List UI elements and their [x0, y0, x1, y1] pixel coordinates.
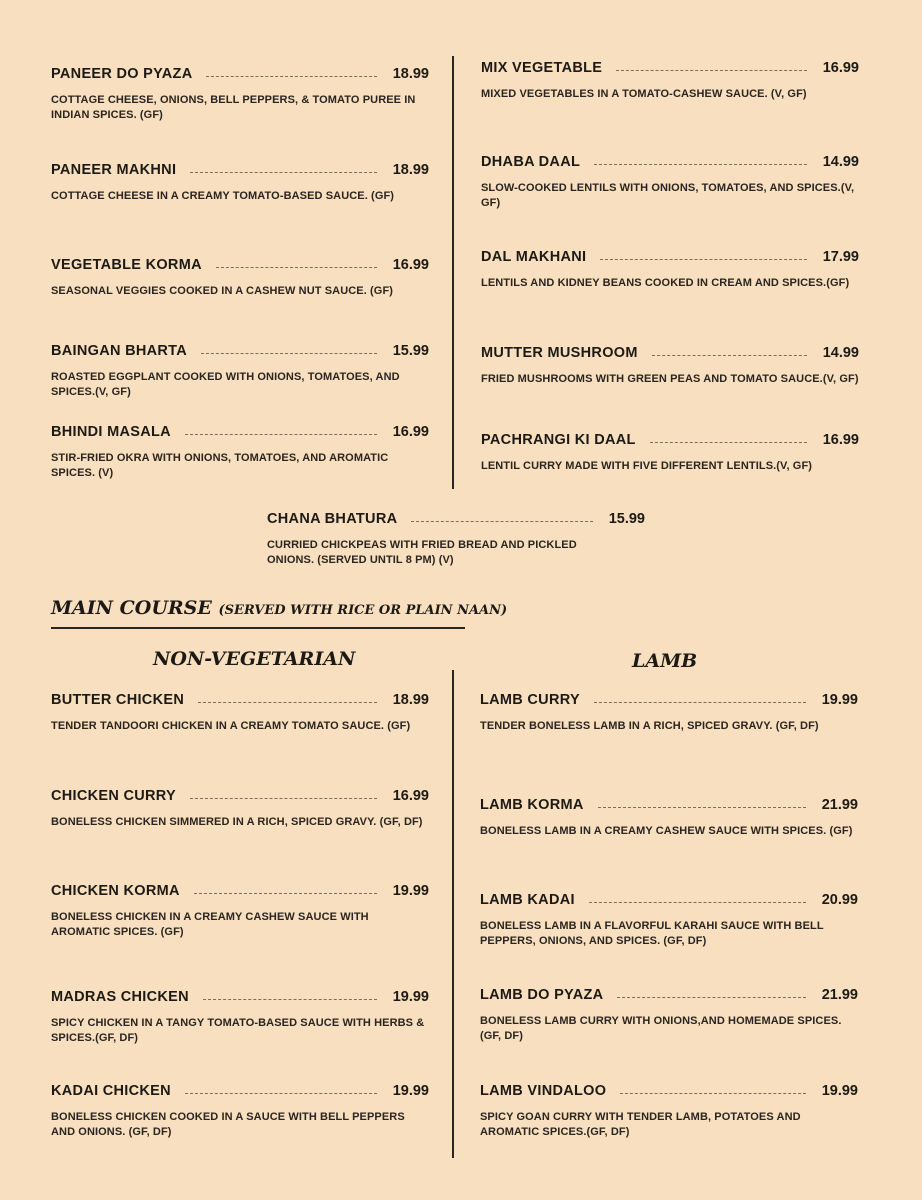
item-price: 19.99 — [821, 692, 858, 708]
item-name: PANEER MAKHNI — [51, 162, 177, 178]
non-veg-heading: NON-VEGETARIAN — [153, 648, 356, 670]
dotted-leader — [203, 999, 377, 1000]
item-price: 18.99 — [392, 162, 429, 178]
item-name: DAL MAKHANI — [481, 249, 587, 265]
item-name: MUTTER MUSHROOM — [481, 345, 638, 361]
dotted-leader — [190, 172, 376, 173]
item-description: BONELESS LAMB IN A CREAMY CASHEW SAUCE WITH SPICES. (GF) — [480, 825, 853, 837]
menu-item — [51, 883, 429, 940]
menu-item — [51, 162, 429, 204]
column-divider-bottom — [452, 670, 454, 1158]
item-price: 16.99 — [822, 60, 859, 76]
item-name: BHINDI MASALA — [51, 424, 171, 440]
menu-item — [480, 892, 858, 949]
dotted-leader — [600, 259, 806, 260]
item-price: 16.99 — [392, 257, 429, 273]
item-description: SLOW-COOKED LENTILS WITH ONIONS, TOMATOES, AND SPICES.(V, GF) — [481, 182, 855, 209]
item-description: TENDER TANDOORI CHICKEN IN A CREAMY TOMATO SAUCE. (GF) — [51, 720, 411, 732]
item-name: CHICKEN CURRY — [51, 788, 177, 804]
item-price: 19.99 — [821, 1083, 858, 1099]
item-description: LENTILS AND KIDNEY BEANS COOKED IN CREAM AND SPICES.(GF) — [481, 277, 850, 289]
item-name: PACHRANGI KI DAAL — [481, 432, 636, 448]
lamb-heading: LAMB — [632, 650, 698, 672]
item-name: LAMB CURRY — [480, 692, 580, 708]
section-underline — [51, 627, 465, 629]
item-description: COTTAGE CHEESE IN A CREAMY TOMATO-BASED SAUCE. (GF) — [51, 190, 395, 202]
dotted-leader — [194, 893, 377, 894]
item-name: CHICKEN KORMA — [51, 883, 180, 899]
item-description: ROASTED EGGPLANT COOKED WITH ONIONS, TOMATOES, AND SPICES.(V, GF) — [51, 371, 400, 398]
item-description: CURRIED CHICKPEAS WITH FRIED BREAD AND PICKLED ONIONS. (SERVED UNTIL 8 PM) (V) — [267, 539, 577, 566]
item-description: BONELESS CHICKEN SIMMERED IN A RICH, SPICED GRAVY. (GF, DF) — [51, 816, 423, 828]
dotted-leader — [616, 70, 806, 71]
item-name: LAMB KADAI — [480, 892, 575, 908]
item-name: MADRAS CHICKEN — [51, 989, 189, 1005]
item-price: 16.99 — [392, 424, 429, 440]
menu-item — [51, 343, 429, 400]
item-price: 16.99 — [822, 432, 859, 448]
item-name: KADAI CHICKEN — [51, 1083, 171, 1099]
item-description: TENDER BONELESS LAMB IN A RICH, SPICED GRAVY. (GF, DF) — [480, 720, 819, 732]
item-price: 19.99 — [392, 1083, 429, 1099]
item-price: 19.99 — [392, 989, 429, 1005]
menu-item — [481, 345, 859, 387]
item-name: PANEER DO PYAZA — [51, 66, 193, 82]
menu-item — [51, 257, 429, 299]
menu-item — [51, 788, 429, 830]
item-price: 20.99 — [821, 892, 858, 908]
item-name: MIX VEGETABLE — [481, 60, 603, 76]
dotted-leader — [185, 1093, 377, 1094]
menu-item — [51, 989, 429, 1046]
item-description: FRIED MUSHROOMS WITH GREEN PEAS AND TOMATO SAUCE.(V, GF) — [481, 373, 859, 385]
item-name: BAINGAN BHARTA — [51, 343, 188, 359]
item-name: CHANA BHATURA — [267, 511, 398, 527]
item-price: 18.99 — [392, 66, 429, 82]
dotted-leader — [185, 434, 377, 435]
menu-item — [481, 249, 859, 291]
section-subtitle: (SERVED WITH RICE OR PLAIN NAAN) — [218, 603, 508, 618]
dotted-leader — [594, 702, 806, 703]
item-description: COTTAGE CHEESE, ONIONS, BELL PEPPERS, & TOMATO PUREE IN INDIAN SPICES. (GF) — [51, 94, 416, 121]
item-name: BUTTER CHICKEN — [51, 692, 185, 708]
menu-item — [51, 424, 429, 481]
menu-item — [480, 1083, 858, 1140]
item-name: DHABA DAAL — [481, 154, 581, 170]
dotted-leader — [652, 355, 807, 356]
menu-item — [480, 692, 858, 734]
item-price: 16.99 — [392, 788, 429, 804]
dotted-leader — [198, 702, 377, 703]
item-description: SEASONAL VEGGIES COOKED IN A CASHEW NUT SAUCE. (GF) — [51, 285, 394, 297]
item-description: STIR-FRIED OKRA WITH ONIONS, TOMATOES, AND AROMATIC SPICES. (V) — [51, 452, 389, 479]
menu-item — [51, 1083, 429, 1140]
item-price: 14.99 — [822, 345, 859, 361]
menu-item — [481, 154, 859, 211]
dotted-leader — [190, 798, 377, 799]
item-name: VEGETABLE KORMA — [51, 257, 202, 273]
dotted-leader — [620, 1093, 805, 1094]
menu-item — [267, 511, 645, 568]
item-price: 21.99 — [821, 987, 858, 1003]
item-price: 15.99 — [392, 343, 429, 359]
dotted-leader — [201, 353, 377, 354]
dotted-leader — [411, 521, 592, 522]
item-description: BONELESS LAMB CURRY WITH ONIONS,AND HOMEMADE SPICES. (GF, DF) — [480, 1015, 842, 1042]
item-name: LAMB VINDALOO — [480, 1083, 607, 1099]
menu-item — [51, 692, 429, 734]
dotted-leader — [594, 164, 807, 165]
dotted-leader — [617, 997, 805, 998]
item-price: 15.99 — [608, 511, 645, 527]
item-price: 14.99 — [822, 154, 859, 170]
dotted-leader — [216, 267, 377, 268]
menu-item — [51, 66, 429, 123]
item-description: LENTIL CURRY MADE WITH FIVE DIFFERENT LENTILS.(V, GF) — [481, 460, 813, 472]
item-description: BONELESS CHICKEN COOKED IN A SAUCE WITH BELL PEPPERS AND ONIONS. (GF, DF) — [51, 1111, 405, 1138]
item-price: 19.99 — [392, 883, 429, 899]
item-description: SPICY GOAN CURRY WITH TENDER LAMB, POTATOES AND AROMATIC SPICES.(GF, DF) — [480, 1111, 801, 1138]
item-name: LAMB KORMA — [480, 797, 584, 813]
dotted-leader — [650, 442, 807, 443]
menu-item — [481, 432, 859, 474]
dotted-leader — [589, 902, 806, 903]
item-name: LAMB DO PYAZA — [480, 987, 604, 1003]
menu-item — [480, 987, 858, 1044]
item-description: BONELESS LAMB IN A FLAVORFUL KARAHI SAUCE WITH BELL PEPPERS, ONIONS, AND SPICES. (GF, DF) — [480, 920, 824, 947]
section-title-text: MAIN COURSE — [51, 597, 212, 619]
item-price: 21.99 — [821, 797, 858, 813]
item-description: BONELESS CHICKEN IN A CREAMY CASHEW SAUCE WITH AROMATIC SPICES. (GF) — [51, 911, 369, 938]
menu-item — [480, 797, 858, 839]
dotted-leader — [598, 807, 806, 808]
item-price: 17.99 — [822, 249, 859, 265]
column-divider-top — [452, 56, 454, 489]
item-description: SPICY CHICKEN IN A TANGY TOMATO-BASED SAUCE WITH HERBS & SPICES.(GF, DF) — [51, 1017, 425, 1044]
section-title — [51, 597, 507, 619]
item-description: MIXED VEGETABLES IN A TOMATO-CASHEW SAUCE. (V, GF) — [481, 88, 807, 100]
menu-item — [481, 60, 859, 102]
item-price: 18.99 — [392, 692, 429, 708]
dotted-leader — [206, 76, 376, 77]
